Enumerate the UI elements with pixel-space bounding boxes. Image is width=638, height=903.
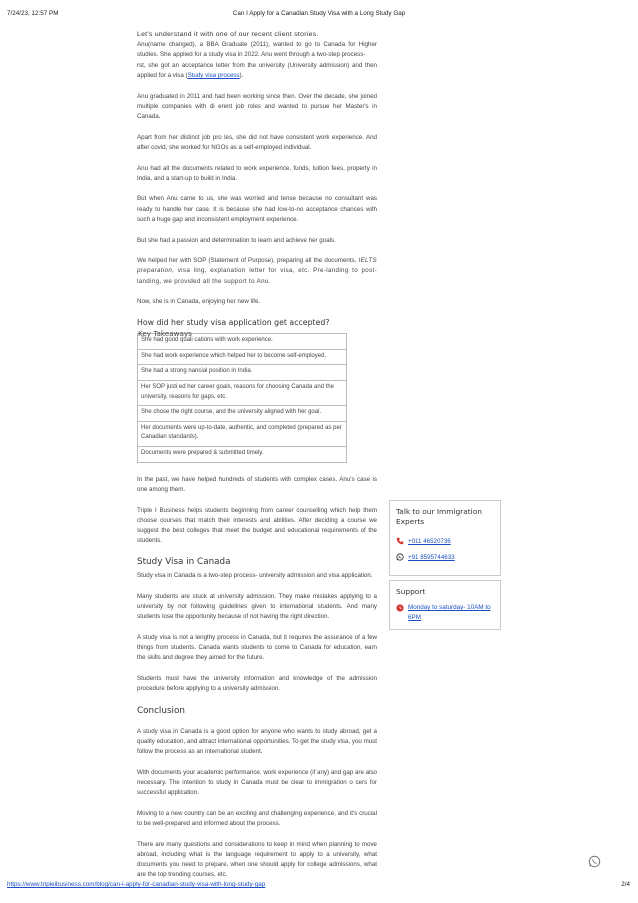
whatsapp-link[interactable] [396,553,494,561]
support-hours [396,603,494,623]
paragraph [137,40,377,81]
takeaway-item: She had work experience which helped her to become self-employed. [138,349,347,365]
takeaway-item: She had good quali cations with work experience. [138,334,347,350]
footer-url-link[interactable]: https://www.tripleibusiness.com/blog/can-i-apply-for-canadian-study-visa-with-long-study-gap [7,881,266,888]
support-box [389,580,501,630]
phone-icon [396,537,404,545]
whatsapp-float-icon [588,855,601,868]
paragraph: Triple I Business helps students beginning from career counselling which help them choose courses that match their interests and abilities. After deciding a course we suggest the best colleges that meet the budget and educational requirements of the students. [137,506,377,545]
study-visa-process-link[interactable]: Study visa process [187,71,240,79]
page-number: 2/4 [621,881,630,888]
takeaway-item: Her documents were up-to-date, authentic, and completed (prepared as per Canadian standards). [138,421,347,446]
talk-to-experts-box [389,500,501,576]
whatsapp-float-button[interactable] [588,855,601,868]
paragraph: But she had a passion and determination to learn and achieve her goals. [137,236,336,244]
paragraph-text: Anu(name changed), a BBA Graduate (2011), wanted to go to Canada for Higher studies. She applied for a study visa in 2022. Anu went through a two-step process- [137,41,377,59]
section-heading-conclusion: Conclusion [137,706,185,717]
paragraph-text: rst, she got an acceptance letter from the university (University admission) and then applied for a visa ( [137,61,377,79]
paragraph: Study visa in Canada is a two-step process- university admission and visa application. [137,572,373,580]
intro-text: Let's understand it with one of our recent client stories. [137,31,319,38]
phone-link[interactable] [396,537,494,545]
whatsapp-number: +91 8595744633 [408,553,455,561]
support-title: Support [396,587,426,596]
article-body [137,30,377,891]
sidebar [389,500,501,634]
paragraph: With documents your academic performance, work experience (if any) and gap are also necessary. The intention to study in Canada must be clear to immigration o cers for successful application. [137,768,377,797]
takeaways-table [137,333,347,462]
section-heading-study-visa: Study Visa in Canada [137,556,231,567]
takeaway-item: Documents were prepared & submitted timely. [138,447,347,463]
talk-to-experts-title: Talk to our Immigration Experts [396,507,482,526]
paragraph: Anu had all the documents related to work experience, funds, tuition fees, property in India, and a start-up to build in India. [137,164,377,182]
clock-icon [396,604,404,612]
takeaway-item: She chose the right course, and the university aligned with her goal. [138,406,347,422]
takeaway-item: Her SOP justi ed her career goals, reasons for choosing Canada and the university, reasons for gaps, etc. [138,381,347,406]
takeaway-item: She had a strong nancial position in India. [138,365,347,381]
whatsapp-icon [396,553,404,561]
paragraph: Many students are stuck at university admission. They make mistakes applying to a university by not following guidelines given to international students. And many students lose the opportunity because of not having the right direction. [137,592,377,621]
paragraph-text: , visa ling, explanation letter for visa, etc. Pre-landing to post-landing, we provided all the support to Anu. [137,267,377,285]
section-heading-how: How did her study visa application get accepted? [137,318,330,328]
paragraph [137,256,377,287]
support-hours-text: Monday to saturday- 10AM to 6PM [408,604,491,621]
paragraph: A study visa in Canada is a good option for anyone who wants to study abroad, get a quality education, and attract international opportunities. To get the study visa, you must follow the process as an international student. [137,727,377,755]
print-datetime: 7/24/23, 12:57 PM [7,10,59,17]
paragraph: Apart from her distinct job pro les, she did not have consistent work experience. And after covid, she worked for NGOs as a self-employed individual. [137,133,377,151]
key-takeaways [137,329,377,462]
paragraph: Moving to a new country can be an exciting and challenging experience, and it's crucial to be well-prepared and informed about the process. [137,809,377,827]
paragraph: Now, she is in Canada, enjoying her new life. [137,298,261,306]
key-takeaways-label: Key Takeaways [138,329,192,339]
phone-number: +011 46520736 [408,537,451,545]
print-page-title: Can I Apply for a Canadian Study Visa with a Long Study Gap [232,10,406,17]
paragraph: But when Anu came to us, she was worried and tense because no consultant was ready to handle her case. It is because she had low-to-no acceptance chances with such a huge gap and inconsistent employment experience. [137,195,377,223]
paragraph-text: ). [239,71,244,79]
paragraph: In the past, we have helped hundreds of students with complex cases. Anu's case is one among them. [137,475,377,493]
print-header [0,0,638,22]
paragraph: Anu graduated in 2011 and had been working since then. Over the decade, she joined multiple companies with di erent job roles and wanted to pursue her Master's in Canada. [137,92,377,120]
paragraph: There are many questions and considerations to keep in mind when planning to move abroad, including what is the language requirement to apply to a university, what documents you need to prepare, when one should apply for college admissions, what are the top trending courses, etc. [137,840,377,879]
ielts-preparation-text: IELTS preparation [137,257,377,275]
paragraph: A study visa is not a lengthy process in Canada, but it requires the assurance of a few things from students. Canada wants students to come to Canada for education, earn the skills and degree they aimed for the future. [137,633,377,662]
paragraph-text: We helped her with SOP (Statement of Purpose), preparing all the documents, [137,257,359,265]
paragraph: Students must have the university information and knowledge of the admission procedure before applying to a university admission. [137,674,377,693]
